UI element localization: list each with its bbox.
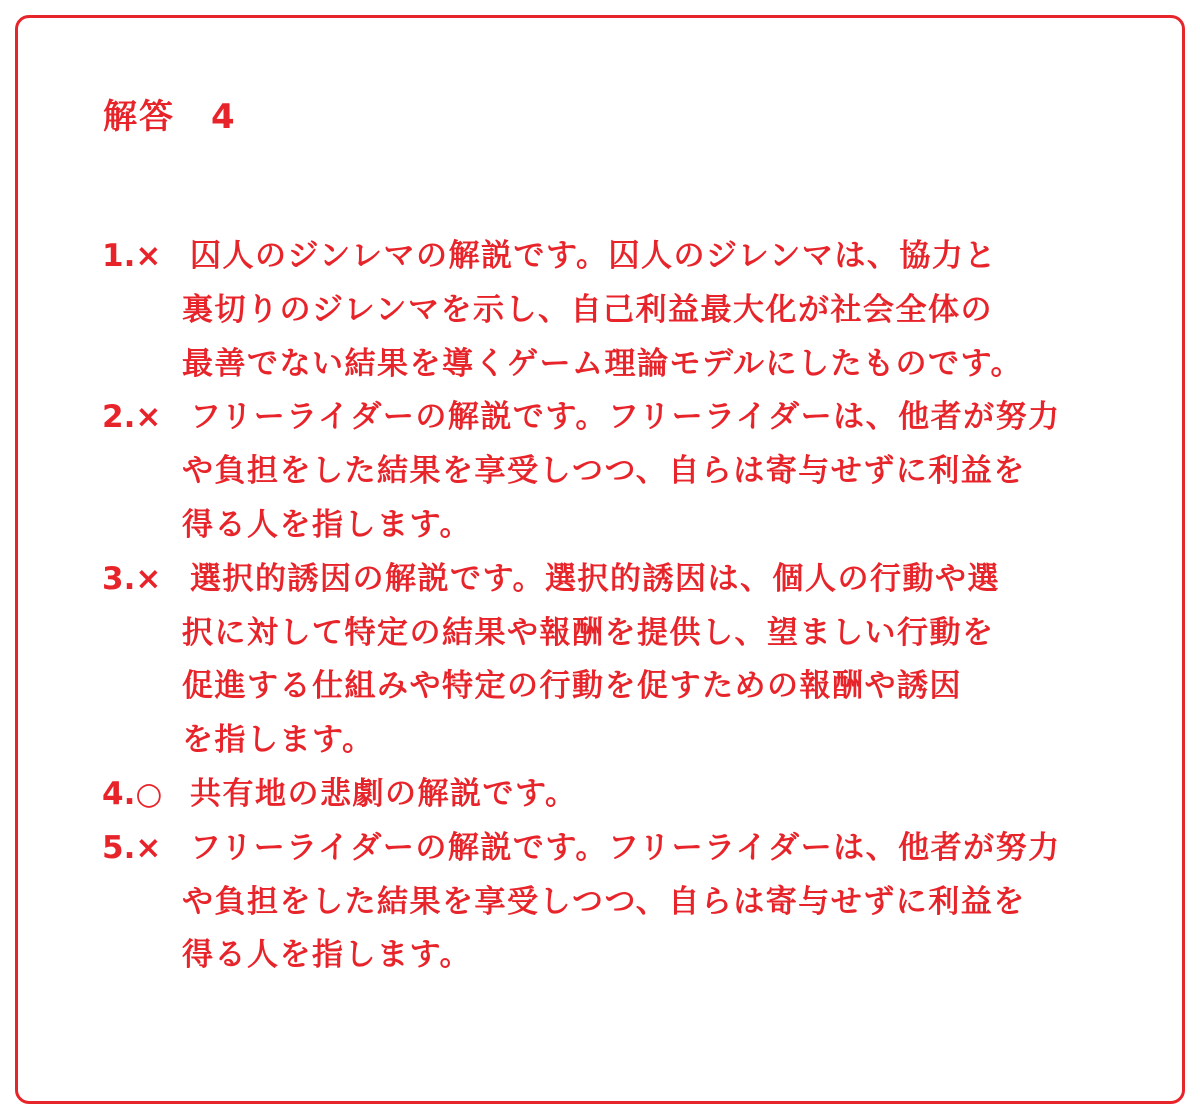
answer-text-line: フリーライダーの解説です。フリーライダーは、他者が努力 [190,829,1061,866]
answer-text-line: 得る人を指します。 [182,506,473,543]
answer-text-line: 択に対して特定の結果や報酬を提供し、望ましい行動を [182,614,995,651]
answer-marker: 4.○ [102,775,163,812]
answer-text-line: や負担をした結果を享受しつつ、自らは寄与せずに利益を [182,883,1026,920]
answer-text-line: 共有地の悲劇の解説です。 [190,775,578,812]
answer-marker: 5.× [102,829,162,866]
answer-text-line: 最善でない結果を導くゲーム理論モデルにしたものです。 [182,345,1023,382]
answer-text-line: や負担をした結果を享受しつつ、自らは寄与せずに利益を [182,453,1026,490]
answer-text-line: フリーライダーの解説です。フリーライダーは、他者が努力 [190,399,1061,436]
answer-text-line: 得る人を指します。 [182,937,473,974]
answer-item-5 [100,822,1100,983]
answer-text-line: 囚人のジンレマの解説です。囚人のジレンマは、協力と [190,238,997,274]
answer-text-line: 裏切りのジレンマを示し、自己利益最大化が社会全体の [182,291,993,328]
answer-item-1 [100,230,1100,391]
answer-marker: 1.× [102,238,162,274]
answer-item-2 [100,391,1100,552]
answer-title: 解答 4 [103,97,237,137]
answer-list [100,230,1100,983]
answer-marker: 3.× [102,560,162,597]
answer-item-4 [100,768,1100,822]
answer-text-line: を指します。 [182,722,375,759]
answer-text-line: 選択的誘因の解説です。選択的誘因は、個人の行動や選 [190,560,1001,597]
answer-item-3 [100,553,1100,768]
answer-marker: 2.× [102,399,162,436]
answer-text-line: 促進する仕組みや特定の行動を促すための報酬や誘因 [182,668,962,705]
